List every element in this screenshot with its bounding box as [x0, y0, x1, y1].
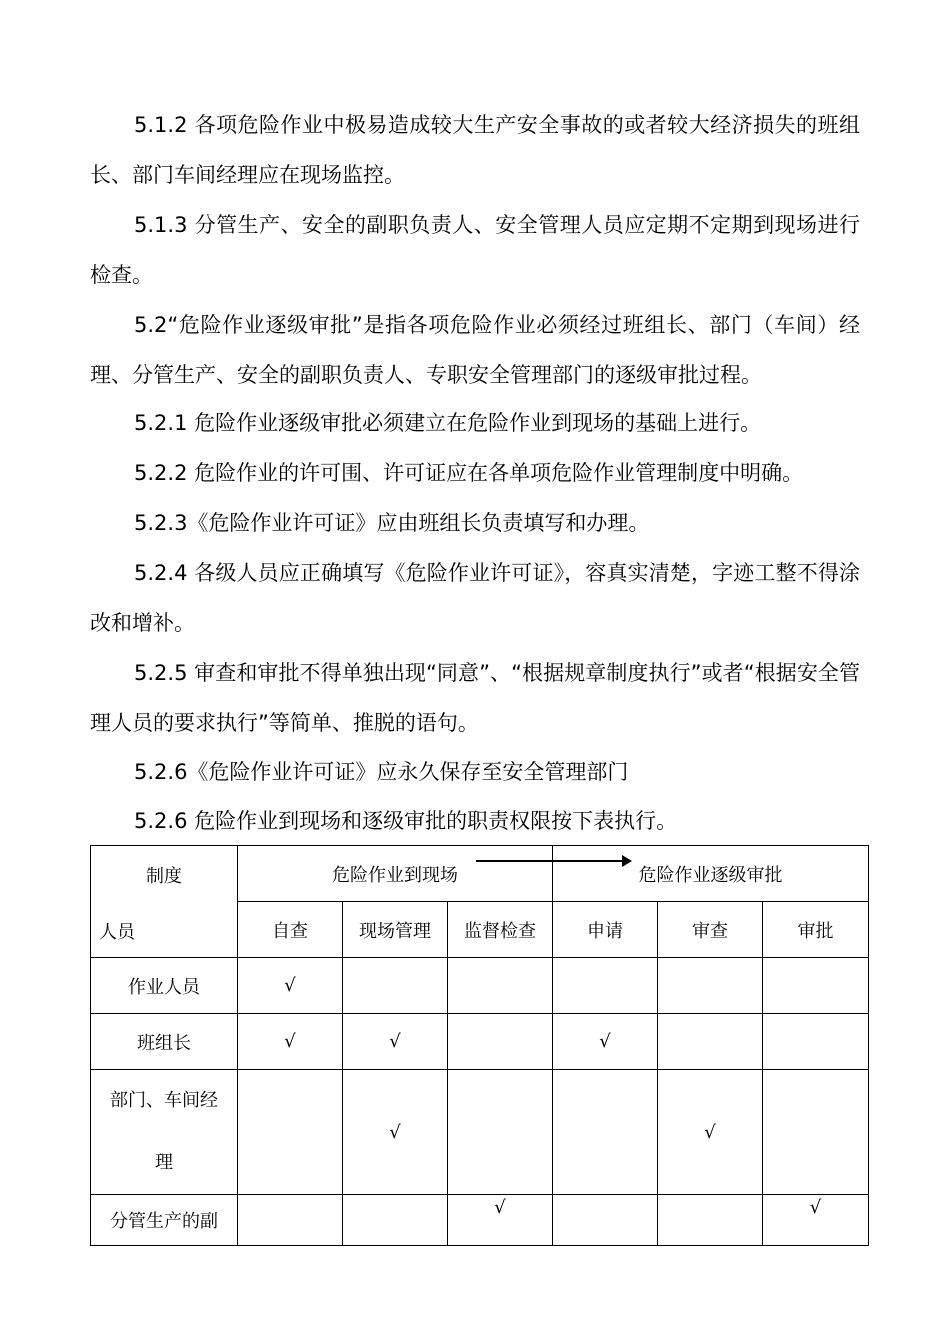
- row-label: 作业人员: [91, 958, 238, 1014]
- check-cell: [343, 958, 448, 1014]
- table-row: [91, 1195, 869, 1246]
- check-cell: [448, 958, 553, 1014]
- check-cell: [448, 1014, 553, 1070]
- paragraph-5-2-3: 5.2.3《危险作业许可证》应由班组长负责填写和办理。: [134, 511, 650, 535]
- check-cell: √: [658, 1070, 763, 1195]
- paragraph-5-2-2: 5.2.2 危险作业的许可围、许可证应在各单项危险作业管理制度中明确。: [134, 461, 804, 485]
- check-cell: [553, 1070, 658, 1195]
- column-header-self-check: 自查: [238, 902, 343, 958]
- paragraph-5-2: 5.2“危险作业逐级审批”是指各项危险作业必须经过班组长、部门（车间）经理、分管生产、安全的副职负责人、专职安全管理部门的逐级审批过程。: [90, 313, 860, 387]
- responsibility-table: [90, 845, 869, 1246]
- group-header-onsite: 危险作业到现场: [238, 846, 553, 902]
- check-cell: [658, 958, 763, 1014]
- column-header-site-management: 现场管理: [343, 902, 448, 958]
- check-cell: [658, 1014, 763, 1070]
- row-label-line2: 理: [155, 1152, 173, 1173]
- check-cell: [763, 958, 869, 1014]
- table-row: [91, 1070, 869, 1195]
- check-cell: [553, 1195, 658, 1246]
- check-cell: √: [763, 1195, 869, 1246]
- paragraph-5-2-6b: 5.2.6 危险作业到现场和逐级审批的职责权限按下表执行。: [134, 809, 678, 833]
- paragraph-5-2-1: 5.2.1 危险作业逐级审批必须建立在危险作业到现场的基础上进行。: [134, 411, 762, 435]
- column-header-review: 审查: [658, 902, 763, 958]
- check-cell: √: [343, 1070, 448, 1195]
- flow-arrow-icon: [476, 860, 630, 862]
- check-cell: [658, 1195, 763, 1246]
- paragraph-5-2-6a: 5.2.6《危险作业许可证》应永久保存至安全管理部门: [134, 760, 629, 784]
- column-header-apply: 申请: [553, 902, 658, 958]
- check-cell: [553, 958, 658, 1014]
- check-cell: [763, 1070, 869, 1195]
- paragraph-5-1-2: 5.1.2 各项危险作业中极易造成较大生产安全事故的或者较大经济损失的班组长、部门车间经理应在现场监控。: [90, 113, 860, 187]
- corner-bottom-label: 人员: [99, 922, 135, 943]
- row-label: 分管生产的副: [91, 1195, 238, 1246]
- check-cell: √: [553, 1014, 658, 1070]
- corner-top-label: 制度: [146, 866, 182, 887]
- check-cell: √: [448, 1195, 553, 1246]
- check-cell: [238, 1195, 343, 1246]
- table-corner-cell: [91, 846, 238, 958]
- check-cell: √: [238, 958, 343, 1014]
- group-header-approval: 危险作业逐级审批: [553, 846, 869, 902]
- check-cell: [448, 1070, 553, 1195]
- check-cell: √: [343, 1014, 448, 1070]
- row-label: 班组长: [91, 1014, 238, 1070]
- table-row: [91, 1014, 869, 1070]
- table-row: [91, 958, 869, 1014]
- check-cell: [238, 1070, 343, 1195]
- row-label-line1: 部门、车间经: [110, 1090, 218, 1111]
- paragraph-5-2-4: 5.2.4 各级人员应正确填写《危险作业许可证》，容真实清楚，字迹工整不得涂改和增补。: [90, 561, 860, 635]
- check-cell: [763, 1014, 869, 1070]
- check-cell: √: [238, 1014, 343, 1070]
- check-cell: [343, 1195, 448, 1246]
- row-label: [91, 1070, 238, 1195]
- column-header-supervision: 监督检查: [448, 902, 553, 958]
- paragraph-5-1-3: 5.1.3 分管生产、安全的副职负责人、安全管理人员应定期不定期到现场进行检查。: [90, 213, 860, 287]
- column-header-approve: 审批: [763, 902, 869, 958]
- paragraph-5-2-5: 5.2.5 审查和审批不得单独出现“同意”、“根据规章制度执行”或者“根据安全管理人员的要求执行”等简单、推脱的语句。: [90, 661, 860, 735]
